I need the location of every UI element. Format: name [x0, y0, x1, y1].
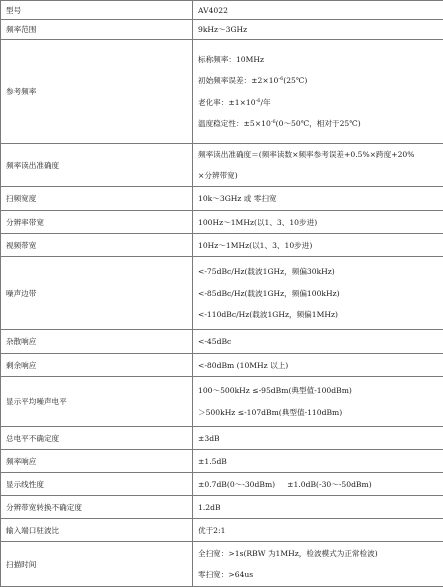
row-label: 剩余响应 [1, 354, 193, 377]
table-row [1, 496, 443, 519]
value-line: 温度稳定性：$\pm 5\times 10^{-6}(0\sim 50℃$，相对于25℃) [198, 118, 443, 129]
row-label: 输入端口驻波比 [1, 519, 193, 542]
row-value: AV4022 [193, 1, 443, 20]
table-row [1, 450, 443, 473]
table-row [1, 473, 443, 496]
table-row [1, 542, 443, 587]
row-label: 显示线性度 [1, 473, 193, 496]
value-line: <-85dBc/Hz(载波1GHz，频偏100kHz) [198, 288, 443, 299]
row-value: 1.2dB [193, 496, 443, 519]
row-label: 视频带宽 [1, 234, 193, 257]
row-label: 频率响应 [1, 450, 193, 473]
table-row [1, 211, 443, 234]
table-row [1, 377, 443, 427]
row-value: ±1.5dB [193, 450, 443, 473]
row-value: 9kHz～3GHz [193, 20, 443, 40]
value-line: 老化率：$\pm 1\times 10^{-6}/$年 [198, 97, 443, 108]
row-value: 100Hz～1MHz(以1、3、10步进) [193, 211, 443, 234]
value-line: ×分辨带宽) [198, 170, 443, 181]
row-value: 10Hz～1MHz(以1、3、10步进) [193, 234, 443, 257]
table-row [1, 144, 443, 187]
value-line: <-75dBc/Hz(载波1GHz，频偏30kHz) [198, 266, 443, 277]
table-row [1, 1, 443, 20]
table-row [1, 519, 443, 542]
value-line: ＞500kHz ≤-107dBm(典型值-110dBm) [198, 407, 443, 418]
table-row [1, 330, 443, 354]
table-row [1, 20, 443, 40]
row-value [193, 257, 443, 330]
row-value [193, 144, 443, 187]
row-value [193, 542, 443, 587]
row-label: 扫频宽度 [1, 187, 193, 211]
value-line: <-110dBc/Hz(载波1GHz，频偏1MHz) [198, 309, 443, 320]
row-value [193, 40, 443, 144]
row-label: 扫描时间 [1, 542, 193, 587]
row-label: 参考频率 [1, 40, 193, 144]
row-label: 总电平不确定度 [1, 427, 193, 450]
value-line: 初始频率误差：$\pm 2\times 10^{-6}(25℃)$ [198, 75, 443, 86]
value-line: 100～500kHz ≤-95dBm(典型值-100dBm) [198, 385, 443, 396]
row-value: ±3dB [193, 427, 443, 450]
row-label: 分辨率带宽 [1, 211, 193, 234]
row-value: ±0.7dB(0～-30dBm) ±1.0dB(-30～-50dBm) [193, 473, 443, 496]
row-label: 显示平均噪声电平 [1, 377, 193, 427]
row-value: 优于2:1 [193, 519, 443, 542]
value-line: 零扫宽：>64us [198, 569, 443, 580]
table-row [1, 40, 443, 144]
row-label: 分辨带宽转换不确定度 [1, 496, 193, 519]
row-label: 频率读出准确度 [1, 144, 193, 187]
row-label: 杂散响应 [1, 330, 193, 354]
table-row [1, 257, 443, 330]
table-row [1, 354, 443, 377]
value-line: 标称频率：10MHz [198, 54, 443, 65]
row-value: 10k～3GHz 或 零扫宽 [193, 187, 443, 211]
row-value: <-80dBm (10MHz 以上) [193, 354, 443, 377]
value-line: 频率读出准确度＝(频率读数×频率参考误差+0.5%×跨度+20% [198, 149, 443, 160]
row-label: 型号 [1, 1, 193, 20]
table-row [1, 187, 443, 211]
value-line: 全扫宽：>1s(RBW 为1MHz，检波模式为正常检波) [198, 548, 443, 559]
row-value [193, 377, 443, 427]
row-value: <-45dBc [193, 330, 443, 354]
row-label: 噪声边带 [1, 257, 193, 330]
row-label: 频率范围 [1, 20, 193, 40]
table-row [1, 234, 443, 257]
table-row [1, 427, 443, 450]
